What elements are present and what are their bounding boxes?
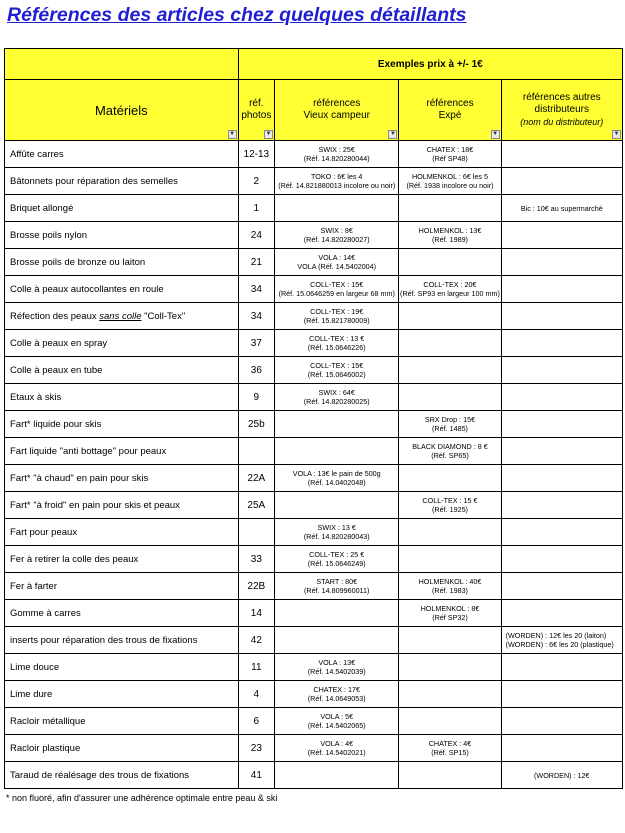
table-row (5, 276, 623, 303)
cell-vieux-campeur-line2: (Réf. 14.5402065) (307, 721, 366, 730)
cell-ref-photo (238, 573, 274, 600)
header-materiels (5, 80, 239, 141)
cell-vieux-campeur (275, 330, 399, 357)
cell-materiel (5, 195, 239, 222)
header-autres (501, 80, 622, 141)
header-ref-photos-line1: réf. (249, 98, 264, 109)
cell-ref-photo (238, 384, 274, 411)
cell-autres (501, 330, 622, 357)
ref-photo-value: 33 (250, 553, 262, 565)
ref-photo-value: 4 (253, 688, 260, 700)
table-row (5, 762, 623, 789)
cell-autres-line1: Bic : 10€ au supermarché (520, 203, 603, 213)
cell-autres (501, 735, 622, 762)
materiel-name: Fart* liquide pour skis (10, 418, 102, 430)
cell-materiel (5, 303, 239, 330)
cell-autres (501, 573, 622, 600)
cell-autres (501, 546, 622, 573)
materiel-name: Colle à peaux en spray (10, 337, 108, 349)
cell-vieux-campeur (275, 303, 399, 330)
cell-expe-line1: HOLMENKOL : 13€ (418, 226, 482, 235)
header-ref-photos (238, 80, 274, 141)
header-blank (5, 49, 239, 80)
cell-ref-photo (238, 654, 274, 681)
ref-photo-value: 23 (250, 742, 262, 754)
cell-expe (399, 357, 501, 384)
materiel-name: Etaux à skis (10, 391, 62, 403)
table-row (5, 168, 623, 195)
table-row (5, 303, 623, 330)
materiel-name-emphasis: sans colle (99, 310, 142, 322)
cell-expe (399, 195, 501, 222)
cell-expe (399, 573, 501, 600)
cell-vieux-campeur-line2: (Réf. 14.820280025) (303, 397, 370, 406)
cell-expe (399, 465, 501, 492)
table-row (5, 573, 623, 600)
cell-autres (501, 195, 622, 222)
cell-vieux-campeur-line2: (Réf. 14.0649053) (307, 694, 366, 703)
table-row (5, 465, 623, 492)
table-row (5, 438, 623, 465)
table-row (5, 681, 623, 708)
ref-photo-value: 6 (253, 715, 260, 727)
header-autres-line3: (nom du distributeur) (520, 116, 604, 127)
page-title: Références des articles chez quelques détaillants (7, 4, 467, 26)
cell-vieux-campeur (275, 627, 399, 654)
cell-vieux-campeur-line1: VOLA : 14€ (318, 253, 356, 262)
table-row (5, 249, 623, 276)
cell-expe (399, 519, 501, 546)
cell-autres (501, 627, 622, 654)
ref-photo-value: 21 (250, 256, 262, 268)
cell-expe (399, 708, 501, 735)
cell-vieux-campeur-line2: (Réf. 15.0646249) (307, 559, 366, 568)
cell-vieux-campeur-line1: VOLA : 13€ le pain de 500g (292, 469, 381, 478)
materiel-name: Briquet allongé (10, 202, 74, 214)
materiel-name: inserts pour réparation des trous de fixations (10, 634, 198, 646)
cell-expe-line2: (Réf SP48) (432, 154, 468, 163)
materiel-name: Taraud de réalésage des trous de fixations (10, 769, 190, 781)
cell-autres-line2: (WORDEN) : 6€ les 20 (plastique) (505, 640, 614, 649)
cell-autres (501, 492, 622, 519)
header-expe (399, 80, 501, 141)
cell-materiel (5, 519, 239, 546)
ref-photo-value: 22A (247, 472, 266, 484)
cell-materiel (5, 654, 239, 681)
table-row (5, 600, 623, 627)
cell-ref-photo (238, 600, 274, 627)
table-row (5, 546, 623, 573)
cell-vieux-campeur (275, 249, 399, 276)
materiel-name: Lime douce (10, 661, 60, 673)
cell-expe (399, 330, 501, 357)
ref-photo-value: 41 (250, 769, 262, 781)
cell-vieux-campeur (275, 384, 399, 411)
cell-vieux-campeur-line2: (Réf. 14.820280044) (303, 154, 370, 163)
cell-expe (399, 681, 501, 708)
cell-materiel (5, 411, 239, 438)
cell-autres (501, 411, 622, 438)
materiel-name: Colle à peaux autocollantes en roule (10, 283, 164, 295)
cell-expe (399, 303, 501, 330)
cell-expe-line1: CHATEX : 18€ (426, 145, 474, 154)
cell-vieux-campeur-line1: TOKO : 6€ les 4 (311, 172, 363, 181)
filter-expe-icon[interactable]: ▼ (492, 131, 499, 137)
cell-ref-photo (238, 249, 274, 276)
header-expe-line1: références (426, 98, 474, 109)
cell-ref-photo (238, 465, 274, 492)
cell-vieux-campeur-line2: (Réf. 15.0646002) (307, 370, 366, 379)
cell-expe-line1: CHATEX : 4€ (428, 739, 472, 748)
cell-autres (501, 249, 622, 276)
cell-vieux-campeur (275, 519, 399, 546)
header-vieux-campeur-line2: Vieux campeur (303, 110, 370, 121)
cell-expe-line1: COLL-TEX : 15 € (422, 496, 478, 505)
cell-vieux-campeur (275, 465, 399, 492)
cell-autres (501, 708, 622, 735)
cell-ref-photo (238, 222, 274, 249)
cell-expe (399, 168, 501, 195)
cell-autres (501, 438, 622, 465)
cell-vieux-campeur-line1: SWIX : 8€ (320, 226, 353, 235)
cell-vieux-campeur-line1: COLL-TEX : 19€ (310, 307, 364, 316)
ref-photo-value: 37 (250, 337, 262, 349)
cell-expe-line1: HOLMENKOL : 40€ (418, 577, 482, 586)
cell-autres (501, 141, 622, 168)
materiel-name-tail: "Coll-Tex" (144, 310, 186, 322)
ref-photo-value: 14 (250, 607, 262, 619)
cell-autres (501, 465, 622, 492)
cell-expe-line2: (Réf. SP93 en largeur 100 mm) (400, 289, 500, 298)
ref-photo-value: 11 (251, 661, 262, 673)
table-row (5, 708, 623, 735)
table-row (5, 411, 623, 438)
cell-vieux-campeur-line1: COLL-TEX : 25 € (309, 550, 365, 559)
cell-vieux-campeur (275, 168, 399, 195)
materiel-name: Fart liquide "anti bottage" pour peaux (10, 445, 167, 457)
cell-vieux-campeur (275, 276, 399, 303)
cell-materiel (5, 249, 239, 276)
cell-vieux-campeur (275, 411, 399, 438)
cell-autres (501, 222, 622, 249)
cell-expe-line1: COLL-TEX : 20€ (423, 280, 477, 289)
cell-vieux-campeur (275, 681, 399, 708)
cell-expe-line1: SRX Drop : 15€ (424, 415, 476, 424)
cell-expe (399, 762, 501, 789)
cell-ref-photo (238, 519, 274, 546)
table-row (5, 330, 623, 357)
ref-photo-value: 42 (250, 634, 262, 646)
header-materiels-label: Matériels (94, 102, 148, 118)
materiel-name: Affûte carres (10, 148, 64, 160)
ref-photo-value: 1 (253, 202, 260, 214)
materiel-name: Fart* "à froid" en pain pour skis et peaux (10, 499, 180, 511)
cell-autres (501, 654, 622, 681)
cell-materiel (5, 546, 239, 573)
materiel-name: Lime dure (10, 688, 53, 700)
table-row (5, 735, 623, 762)
cell-materiel (5, 276, 239, 303)
cell-materiel (5, 141, 239, 168)
cell-vieux-campeur-line1: COLL-TEX : 13 € (309, 334, 365, 343)
cell-vieux-campeur-line1: SWIX : 13 € (317, 523, 356, 532)
cell-autres (501, 357, 622, 384)
header-autres-line2: distributeurs (534, 103, 590, 115)
ref-photo-value: 25b (247, 418, 265, 430)
ref-photo-value: 34 (250, 283, 262, 295)
cell-expe (399, 600, 501, 627)
cell-vieux-campeur-line2: (Réf. 14.820280027) (303, 235, 370, 244)
cell-vieux-campeur (275, 762, 399, 789)
cell-expe-line2: (Réf. 1485) (432, 424, 468, 433)
cell-vieux-campeur (275, 546, 399, 573)
cell-vieux-campeur (275, 195, 399, 222)
cell-expe (399, 384, 501, 411)
cell-vieux-campeur-line1: VOLA : 4€ (320, 739, 354, 748)
cell-autres (501, 168, 622, 195)
cell-expe-line2: (Réf. SP65) (431, 451, 469, 460)
cell-vieux-campeur (275, 438, 399, 465)
ref-photo-value: 2 (253, 175, 260, 187)
cell-materiel (5, 627, 239, 654)
ref-photo-value: 22B (247, 580, 266, 592)
cell-ref-photo (238, 708, 274, 735)
cell-ref-photo (238, 492, 274, 519)
cell-vieux-campeur-line1: START : 80€ (316, 577, 358, 586)
cell-materiel (5, 573, 239, 600)
cell-ref-photo (238, 681, 274, 708)
cell-ref-photo (238, 735, 274, 762)
materiel-name: Fer à retirer la colle des peaux (10, 553, 139, 565)
cell-materiel (5, 492, 239, 519)
cell-vieux-campeur (275, 222, 399, 249)
cell-materiel (5, 222, 239, 249)
cell-vieux-campeur-line1: COLL-TEX : 15€ (310, 280, 364, 289)
cell-expe-line1: BLACK DIAMOND : 8 € (412, 442, 488, 451)
cell-materiel (5, 465, 239, 492)
ref-photo-value: 25A (247, 499, 266, 511)
cell-autres-line1: (WORDEN) : 12€ les 20 (laiton) (505, 631, 607, 640)
cell-expe-line2: (Réf. 1925) (432, 505, 468, 514)
ref-photo-value: 9 (253, 391, 260, 403)
cell-ref-photo (238, 276, 274, 303)
cell-vieux-campeur-line1: SWIX : 25€ (318, 145, 355, 154)
header-exemples: Exemples prix à +/- 1€ (238, 49, 622, 80)
cell-materiel (5, 681, 239, 708)
ref-photo-value: 36 (250, 364, 262, 376)
table-row (5, 357, 623, 384)
cell-expe-line2: (Réf. SP15) (431, 748, 469, 757)
cell-autres (501, 600, 622, 627)
header-vieux-campeur-line1: références (313, 98, 361, 109)
cell-materiel (5, 357, 239, 384)
cell-expe-line2: (Réf. 1989) (432, 235, 468, 244)
cell-materiel (5, 600, 239, 627)
cell-expe (399, 546, 501, 573)
cell-expe-line2: (Réf SP32) (432, 613, 468, 622)
cell-ref-photo (238, 303, 274, 330)
filter-autres-icon[interactable]: ▼ (613, 131, 620, 137)
cell-vieux-campeur-line1: COLL-TEX : 15€ (310, 361, 364, 370)
table-row (5, 492, 623, 519)
table-row (5, 519, 623, 546)
table-row (5, 384, 623, 411)
cell-expe-line1: HOLMENKOL : 6€ les 5 (411, 172, 488, 181)
cell-expe (399, 411, 501, 438)
footnote: * non fluoré, afin d'assurer une adhérence optimale entre peau & ski (6, 793, 278, 803)
ref-photo-value: 12-13 (243, 148, 270, 160)
cell-expe (399, 438, 501, 465)
cell-vieux-campeur (275, 492, 399, 519)
cell-vieux-campeur (275, 357, 399, 384)
cell-expe (399, 249, 501, 276)
table-row (5, 654, 623, 681)
cell-expe (399, 276, 501, 303)
materiel-name: Fer à farter (10, 580, 57, 592)
cell-autres (501, 303, 622, 330)
cell-expe (399, 627, 501, 654)
cell-ref-photo (238, 627, 274, 654)
cell-vieux-campeur-line1: VOLA : 5€ (320, 712, 354, 721)
table-row (5, 222, 623, 249)
cell-autres (501, 681, 622, 708)
materiel-name: Réfection des peaux (10, 310, 97, 322)
cell-vieux-campeur-line1: CHATEX : 17€ (313, 685, 361, 694)
cell-vieux-campeur-line1: SWIX : 64€ (318, 388, 355, 397)
cell-autres (501, 384, 622, 411)
cell-vieux-campeur (275, 600, 399, 627)
cell-materiel (5, 438, 239, 465)
cell-autres (501, 519, 622, 546)
header-ref-photos-line2: photos (241, 110, 272, 121)
cell-ref-photo (238, 168, 274, 195)
cell-materiel (5, 330, 239, 357)
materiel-name: Fart* "à chaud" en pain pour skis (10, 472, 149, 484)
materiel-name: Brosse poils nylon (10, 229, 88, 241)
cell-vieux-campeur-line2: (Réf. 14.0402048) (307, 478, 366, 487)
cell-vieux-campeur-line2: (Réf. 14.820280043) (303, 532, 370, 541)
materiel-name: Racloir plastique (10, 742, 81, 754)
table-row (5, 195, 623, 222)
ref-photo-value: 24 (250, 229, 262, 241)
cell-vieux-campeur (275, 708, 399, 735)
cell-autres (501, 762, 622, 789)
materiel-name: Fart pour peaux (10, 526, 78, 538)
cell-ref-photo (238, 357, 274, 384)
cell-ref-photo (238, 141, 274, 168)
cell-materiel (5, 168, 239, 195)
cell-ref-photo (238, 195, 274, 222)
cell-expe (399, 735, 501, 762)
cell-ref-photo (238, 438, 274, 465)
materiel-name: Bâtonnets pour réparation des semelles (10, 175, 178, 187)
cell-vieux-campeur (275, 654, 399, 681)
table-row (5, 141, 623, 168)
cell-vieux-campeur-line2: (Réf. 14.809960011) (304, 586, 370, 595)
cell-autres-line1: (WORDEN) : 12€ (534, 770, 590, 780)
materiel-name: Gomme à carres (10, 607, 81, 619)
filter-materiels-icon[interactable]: ▼ (229, 131, 236, 137)
cell-expe (399, 141, 501, 168)
cell-vieux-campeur-line2: (Réf. 14.5402039) (307, 667, 366, 676)
cell-vieux-campeur-line2: VOLA (Réf. 14.5402004) (297, 262, 377, 271)
header-expe-line2: Expé (438, 110, 462, 121)
cell-vieux-campeur-line1: VOLA : 13€ (318, 658, 356, 667)
cell-expe-line2: (Réf. 1938 incolore ou noir) (406, 181, 494, 190)
materiel-name: Brosse poils de bronze ou laiton (10, 256, 146, 268)
cell-vieux-campeur (275, 735, 399, 762)
materiel-name: Colle à peaux en tube (10, 364, 103, 376)
cell-vieux-campeur-line2: (Réf. 14.821880013 incolore ou noir) (278, 181, 396, 190)
cell-materiel (5, 735, 239, 762)
articles-table (4, 48, 623, 789)
cell-ref-photo (238, 762, 274, 789)
cell-ref-photo (238, 411, 274, 438)
cell-vieux-campeur-line2: (Réf. 15.0646226) (307, 343, 366, 352)
cell-vieux-campeur-line2: (Réf. 14.5402021) (307, 748, 366, 757)
cell-vieux-campeur (275, 573, 399, 600)
cell-autres (501, 276, 622, 303)
cell-expe-line2: (Réf. 1983) (432, 586, 468, 595)
ref-photo-value: 34 (250, 310, 262, 322)
table-row (5, 627, 623, 654)
cell-vieux-campeur-line2: (Réf. 15.821780009) (303, 316, 370, 325)
cell-ref-photo (238, 546, 274, 573)
cell-ref-photo (238, 330, 274, 357)
cell-expe (399, 222, 501, 249)
cell-expe (399, 492, 501, 519)
cell-vieux-campeur-line2: (Réf. 15.0646259 en largeur 68 mm) (278, 289, 395, 298)
cell-expe (399, 654, 501, 681)
filter-vieux-campeur-icon[interactable]: ▼ (389, 131, 396, 137)
cell-expe-line1: HOLMENKOL : 8€ (420, 604, 480, 613)
cell-vieux-campeur (275, 141, 399, 168)
materiel-name: Racloir métallique (10, 715, 86, 727)
cell-materiel (5, 762, 239, 789)
header-autres-line1: références autres (522, 91, 601, 103)
filter-ref-photos-icon[interactable]: ▼ (265, 131, 272, 137)
cell-materiel (5, 384, 239, 411)
cell-materiel (5, 708, 239, 735)
header-vieux-campeur (275, 80, 399, 141)
